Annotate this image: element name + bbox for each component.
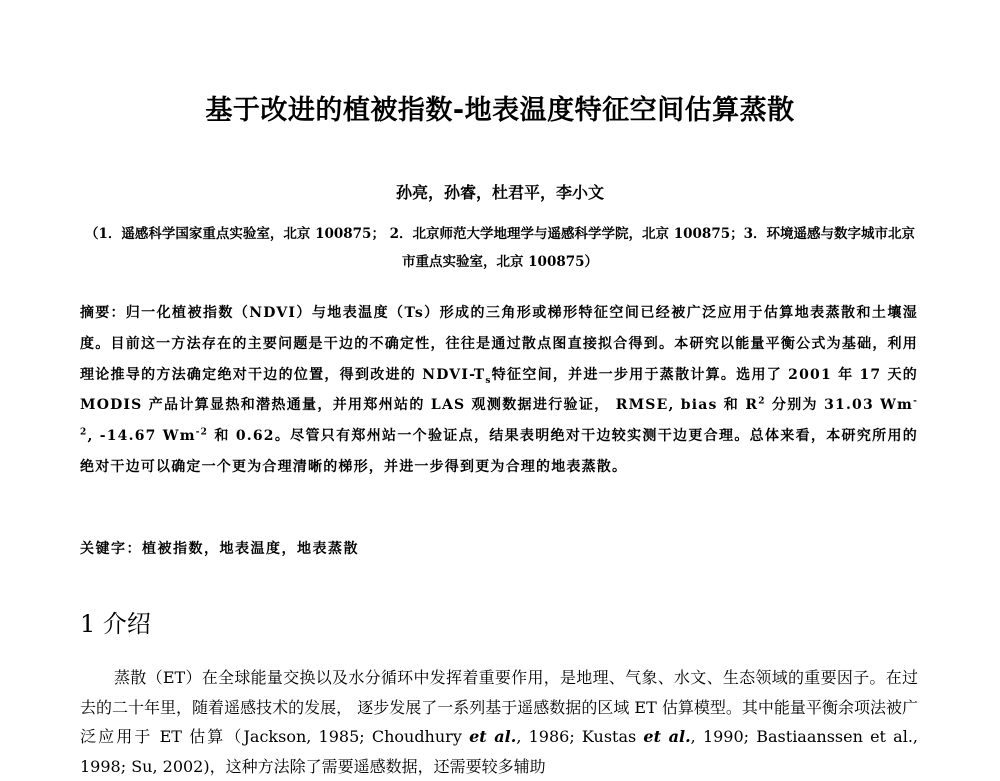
keywords	[80, 538, 918, 558]
intro-text: , 1986; Kustas	[516, 727, 644, 746]
affiliations: （1．遥感科学国家重点实验室，北京 100875； 2．北京师范大学地理学与遥感科学学院，北京 100875；3．环境遥感与数字城市北京市重点实验室，北京 100875）	[85, 226, 915, 270]
superscript-2: 2	[758, 396, 766, 407]
italic-et-al: et al.	[643, 727, 691, 746]
abstract	[80, 298, 918, 483]
abstract-label: 摘要：	[80, 305, 126, 321]
superscript-minus2: -2	[195, 427, 209, 438]
paper-title: 基于改进的植被指数-地表温度特征空间估算蒸散	[205, 95, 795, 126]
abstract-text: 分别为 31.03 Wm	[765, 397, 914, 414]
abstract-text: 归一化植被指数（NDVI）与地表温度（Ts）形成的三角形或梯形特征空间已经被广泛应用于估算地表蒸散和土壤湿度。目前这一方法存在的主要问题是干边的不确定性，往往是通过散点图直接拟合得到。本研究以能量平衡公式为基础，利用理论推导的方法确定绝对干边的位置，得到改进的 NDVI-T	[80, 305, 919, 383]
intro-text: , 1990; Bastiaanssen et al., 1998; Su, 2002)，这种方法除了需要遥感数据，还需要较多辅助	[80, 727, 919, 776]
abstract-text: , -14.67 Wm	[87, 428, 196, 445]
section-heading: 1 介绍	[80, 610, 151, 638]
superscript-minus2: -2	[80, 396, 918, 438]
keywords-label: 关键字：	[80, 541, 142, 557]
keywords-text: 植被指数，地表温度，地表蒸散	[142, 541, 359, 557]
intro-paragraph	[80, 663, 918, 781]
author-list: 孙亮，孙睿，杜君平，李小文	[395, 183, 604, 202]
abstract-text: 特征空间，并进一步用于蒸散计算。选用了 2001 年 17 天的 MODIS 产品计算显热和潜热通量，并用郑州站的 LAS 观测数据进行验证， RMSE, bias 和 R	[80, 366, 919, 414]
italic-et-al: et al.	[469, 727, 517, 746]
intro-text: 蒸散（ET）在全球能量交换以及水分循环中发挥着重要作用，是地理、气象、水文、生态领域的重要因子。在过去的二十年里，随着遥感技术的发展， 逐步发展了一系列基于遥感数据的区域 ET 估算模型。其中能量平衡余项法被广泛应用于 ET 估算（Jackson, 1985; Choudhury	[80, 668, 918, 746]
subscript-s: s	[485, 375, 492, 386]
abstract-text: 和 0.62。尽管只有郑州站一个验证点，结果表明绝对干边较实测干边更合理。总体来看，本研究所用的绝对干边可以确定一个更为合理清晰的梯形，并进一步得到更为合理的地表蒸散。	[80, 428, 918, 475]
